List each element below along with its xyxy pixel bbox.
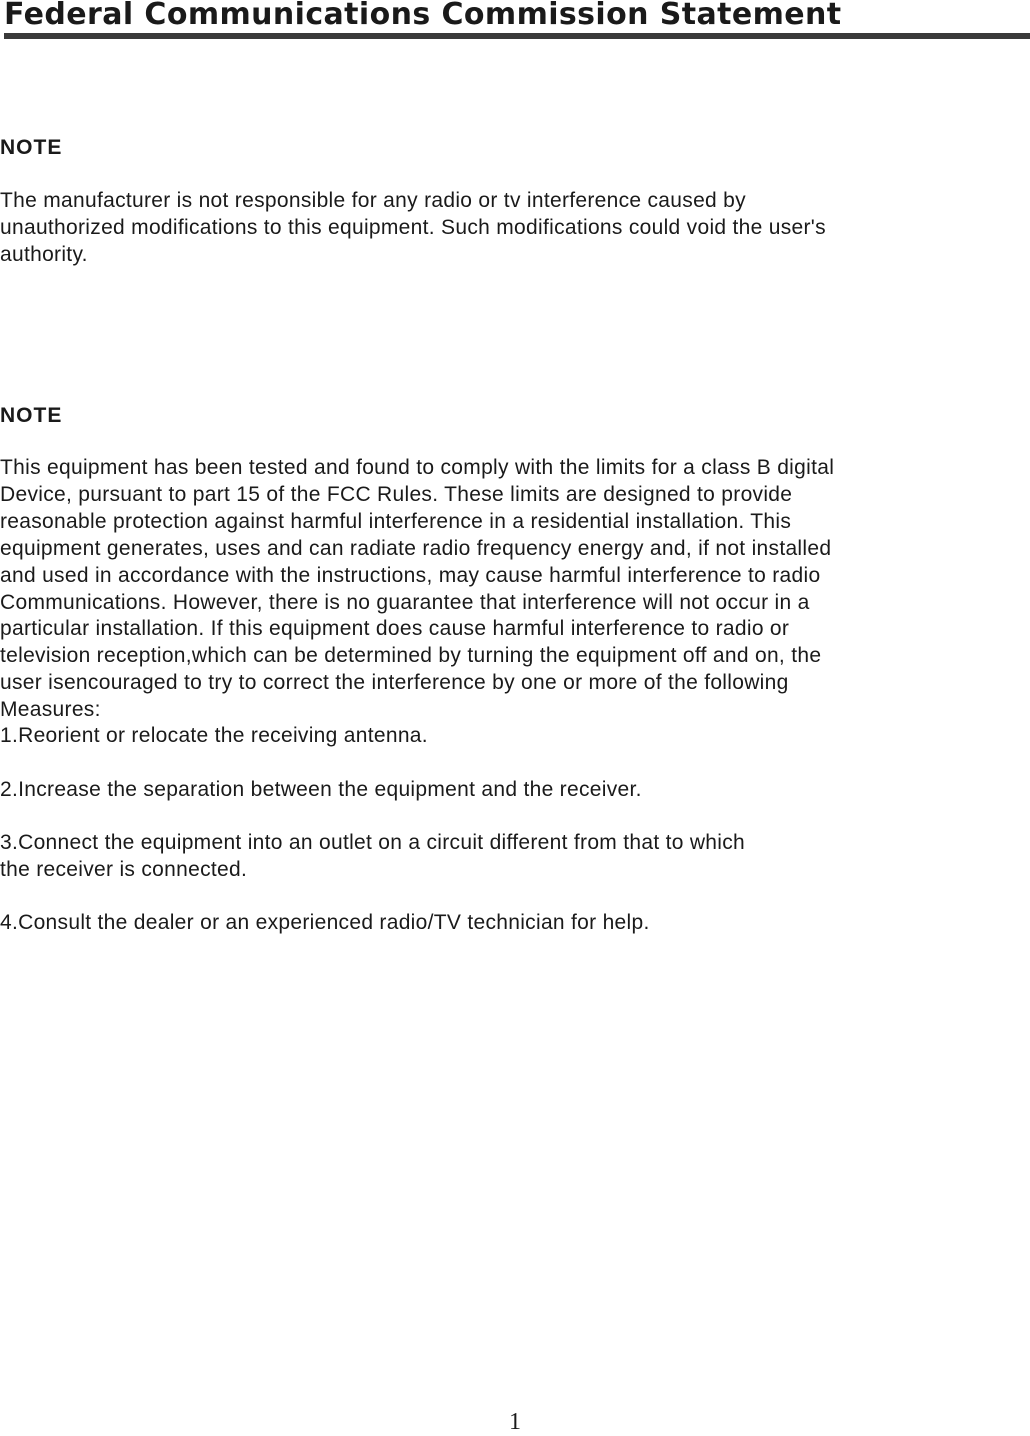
measure-item: 4.Consult the dealer or an experienced radio/TV technician for help. — [0, 911, 650, 934]
note-paragraph: This equipment has been tested and found to comply with the limits for a class B digital Device, pursuant to part 15 of the FCC Rules. These limits are designed to provide reasonable protection against harmful interference in a residential installation. This equipment generates, uses and can radiate radio frequency energy and, if not installed and used in accordance with the instructions, may cause harmful interference to radio Communications. However, there is no guarantee that interference will not occur in a particular installation. If this equipment does cause harmful interference to radio or television reception,which can be determined by turning the equipment off and on, the user isencouraged to try to correct the interference by one or more of the following Measures: — [0, 456, 835, 722]
note-heading: NOTE — [0, 136, 63, 159]
page-title: Federal Communications Commission Statement — [4, 0, 842, 32]
note-heading: NOTE — [0, 404, 63, 427]
measure-item: 3.Connect the equipment into an outlet on a circuit different from that to which the receiver is connected. — [0, 831, 746, 881]
measure-item: 1.Reorient or relocate the receiving antenna. — [0, 724, 428, 747]
title-underline-rule — [4, 33, 1030, 39]
page-number: 1 — [509, 1409, 521, 1435]
note-paragraph: The manufacturer is not responsible for any radio or tv interference caused by unauthorized modifications to this equipment. Such modifications could void the user's authority. — [0, 189, 826, 266]
measure-item: 2.Increase the separation between the equipment and the receiver. — [0, 778, 642, 801]
